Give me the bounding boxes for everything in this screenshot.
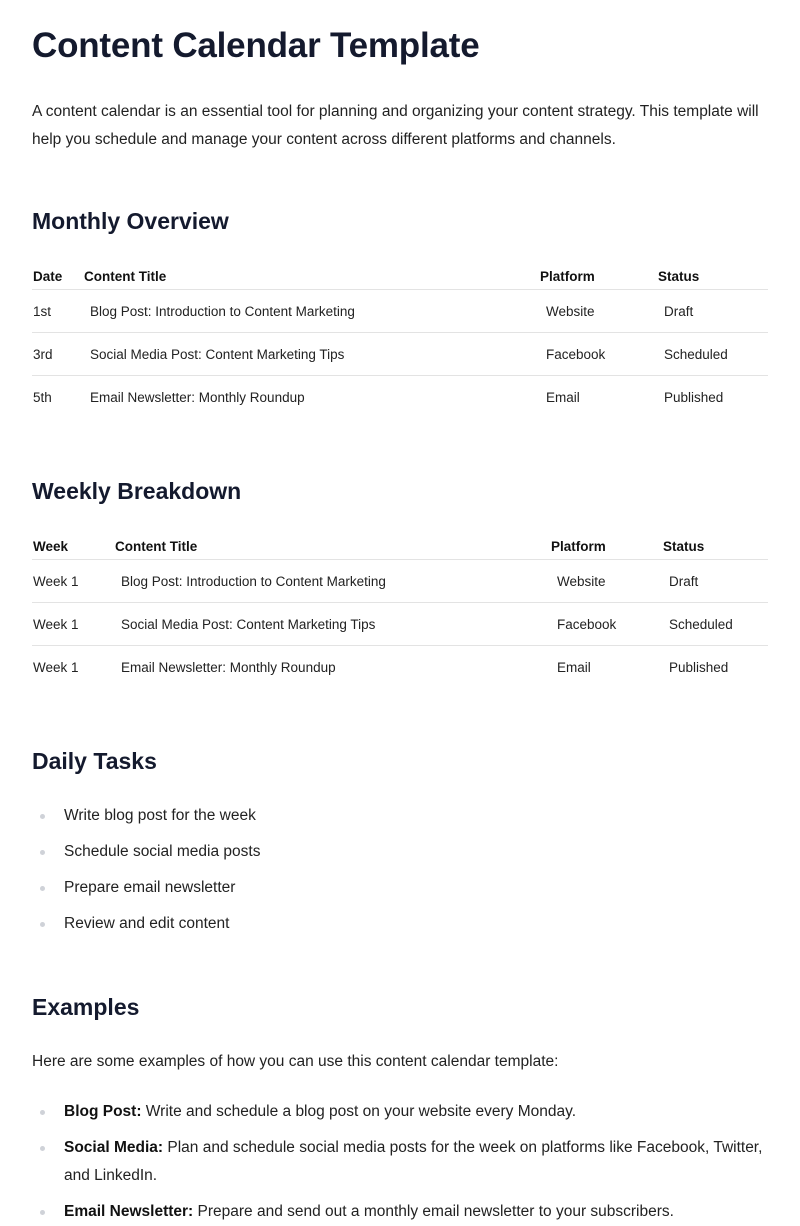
page-title: Content Calendar Template <box>32 26 480 65</box>
status-cell: Scheduled <box>657 333 768 376</box>
daily-tasks-list <box>32 806 768 934</box>
platform-cell: Facebook <box>539 333 657 376</box>
list-item-text: Prepare email newsletter <box>64 879 236 896</box>
table-row <box>32 333 768 376</box>
list-item <box>32 878 768 898</box>
status-cell: Published <box>664 389 724 405</box>
bullet-dot-icon <box>40 1210 45 1215</box>
bullet-dot-icon <box>40 1110 45 1115</box>
daily-tasks-section <box>32 746 768 934</box>
examples-list <box>32 1098 768 1226</box>
table-header-row <box>32 262 768 290</box>
column-header-status: Status <box>657 262 768 290</box>
table-row <box>32 290 768 333</box>
week-cell: Week 1 <box>33 659 79 675</box>
bullet-dot-icon <box>40 1146 45 1151</box>
week-cell: Week 1 <box>32 560 114 603</box>
list-item <box>32 842 768 862</box>
column-header-content-title: Content Title <box>114 532 550 560</box>
platform-cell: Facebook <box>550 603 662 646</box>
bullet-dot-icon <box>40 886 45 891</box>
bullet-dot-icon <box>40 814 45 819</box>
list-item <box>32 1198 768 1226</box>
status-cell: Draft <box>662 560 768 603</box>
content-title-cell: Blog Post: Introduction to Content Marketing <box>114 560 550 603</box>
list-item <box>32 1134 768 1190</box>
list-item-text: Write blog post for the week <box>64 807 256 824</box>
weekly-breakdown-heading: Weekly Breakdown <box>32 478 242 504</box>
content-title-cell: Email Newsletter: Monthly Roundup <box>121 659 336 675</box>
column-header-status: Status <box>662 532 768 560</box>
content-title-cell: Blog Post: Introduction to Content Marketing <box>83 290 539 333</box>
date-cell: 1st <box>32 290 83 333</box>
monthly-overview-table <box>32 262 768 418</box>
column-header-date: Date <box>32 262 83 290</box>
list-item-text: Schedule social media posts <box>64 843 261 860</box>
status-cell: Published <box>669 659 729 675</box>
example-text: Plan and schedule social media posts for the week on platforms like Facebook, Twitter, and LinkedIn. <box>64 1139 763 1184</box>
example-text: Prepare and send out a monthly email newsletter to your subscribers. <box>193 1203 674 1220</box>
table-row <box>32 376 768 419</box>
column-header-content-title: Content Title <box>83 262 539 290</box>
list-item <box>32 914 768 934</box>
weekly-breakdown-section <box>32 476 768 688</box>
weekly-breakdown-table <box>32 532 768 688</box>
table-row <box>32 560 768 603</box>
status-cell: Draft <box>657 290 768 333</box>
date-cell: 3rd <box>32 333 83 376</box>
status-cell: Scheduled <box>662 603 768 646</box>
monthly-overview-heading: Monthly Overview <box>32 208 229 234</box>
content-title-cell: Social Media Post: Content Marketing Tips <box>83 333 539 376</box>
platform-cell: Website <box>550 560 662 603</box>
examples-section <box>32 992 768 1226</box>
column-header-week: Week <box>32 532 114 560</box>
monthly-overview-section <box>32 206 768 418</box>
column-header-platform: Platform <box>550 532 662 560</box>
list-item-text: Review and edit content <box>64 915 230 932</box>
example-label: Blog Post: <box>64 1103 142 1120</box>
daily-tasks-heading: Daily Tasks <box>32 748 157 774</box>
list-item <box>32 1098 768 1126</box>
bullet-dot-icon <box>40 850 45 855</box>
table-row <box>32 646 768 689</box>
platform-cell: Email <box>557 659 591 675</box>
example-label: Email Newsletter: <box>64 1203 194 1220</box>
example-label: Social Media: <box>64 1139 164 1156</box>
platform-cell: Website <box>539 290 657 333</box>
week-cell: Week 1 <box>32 603 114 646</box>
bullet-dot-icon <box>40 922 45 927</box>
examples-intro-paragraph: Here are some examples of how you can use this content calendar template: <box>32 1053 559 1070</box>
list-item <box>32 806 768 826</box>
content-title-cell: Email Newsletter: Monthly Roundup <box>90 389 305 405</box>
content-title-cell: Social Media Post: Content Marketing Tips <box>114 603 550 646</box>
intro-paragraph: A content calendar is an essential tool for planning and organizing your content strategy. This template will help you schedule and manage your content across different platforms and channels. <box>32 103 759 148</box>
table-row <box>32 603 768 646</box>
column-header-platform: Platform <box>539 262 657 290</box>
table-header-row <box>32 532 768 560</box>
example-text: Write and schedule a blog post on your website every Monday. <box>141 1103 577 1120</box>
date-cell: 5th <box>33 389 52 405</box>
examples-heading: Examples <box>32 994 140 1020</box>
platform-cell: Email <box>546 389 580 405</box>
